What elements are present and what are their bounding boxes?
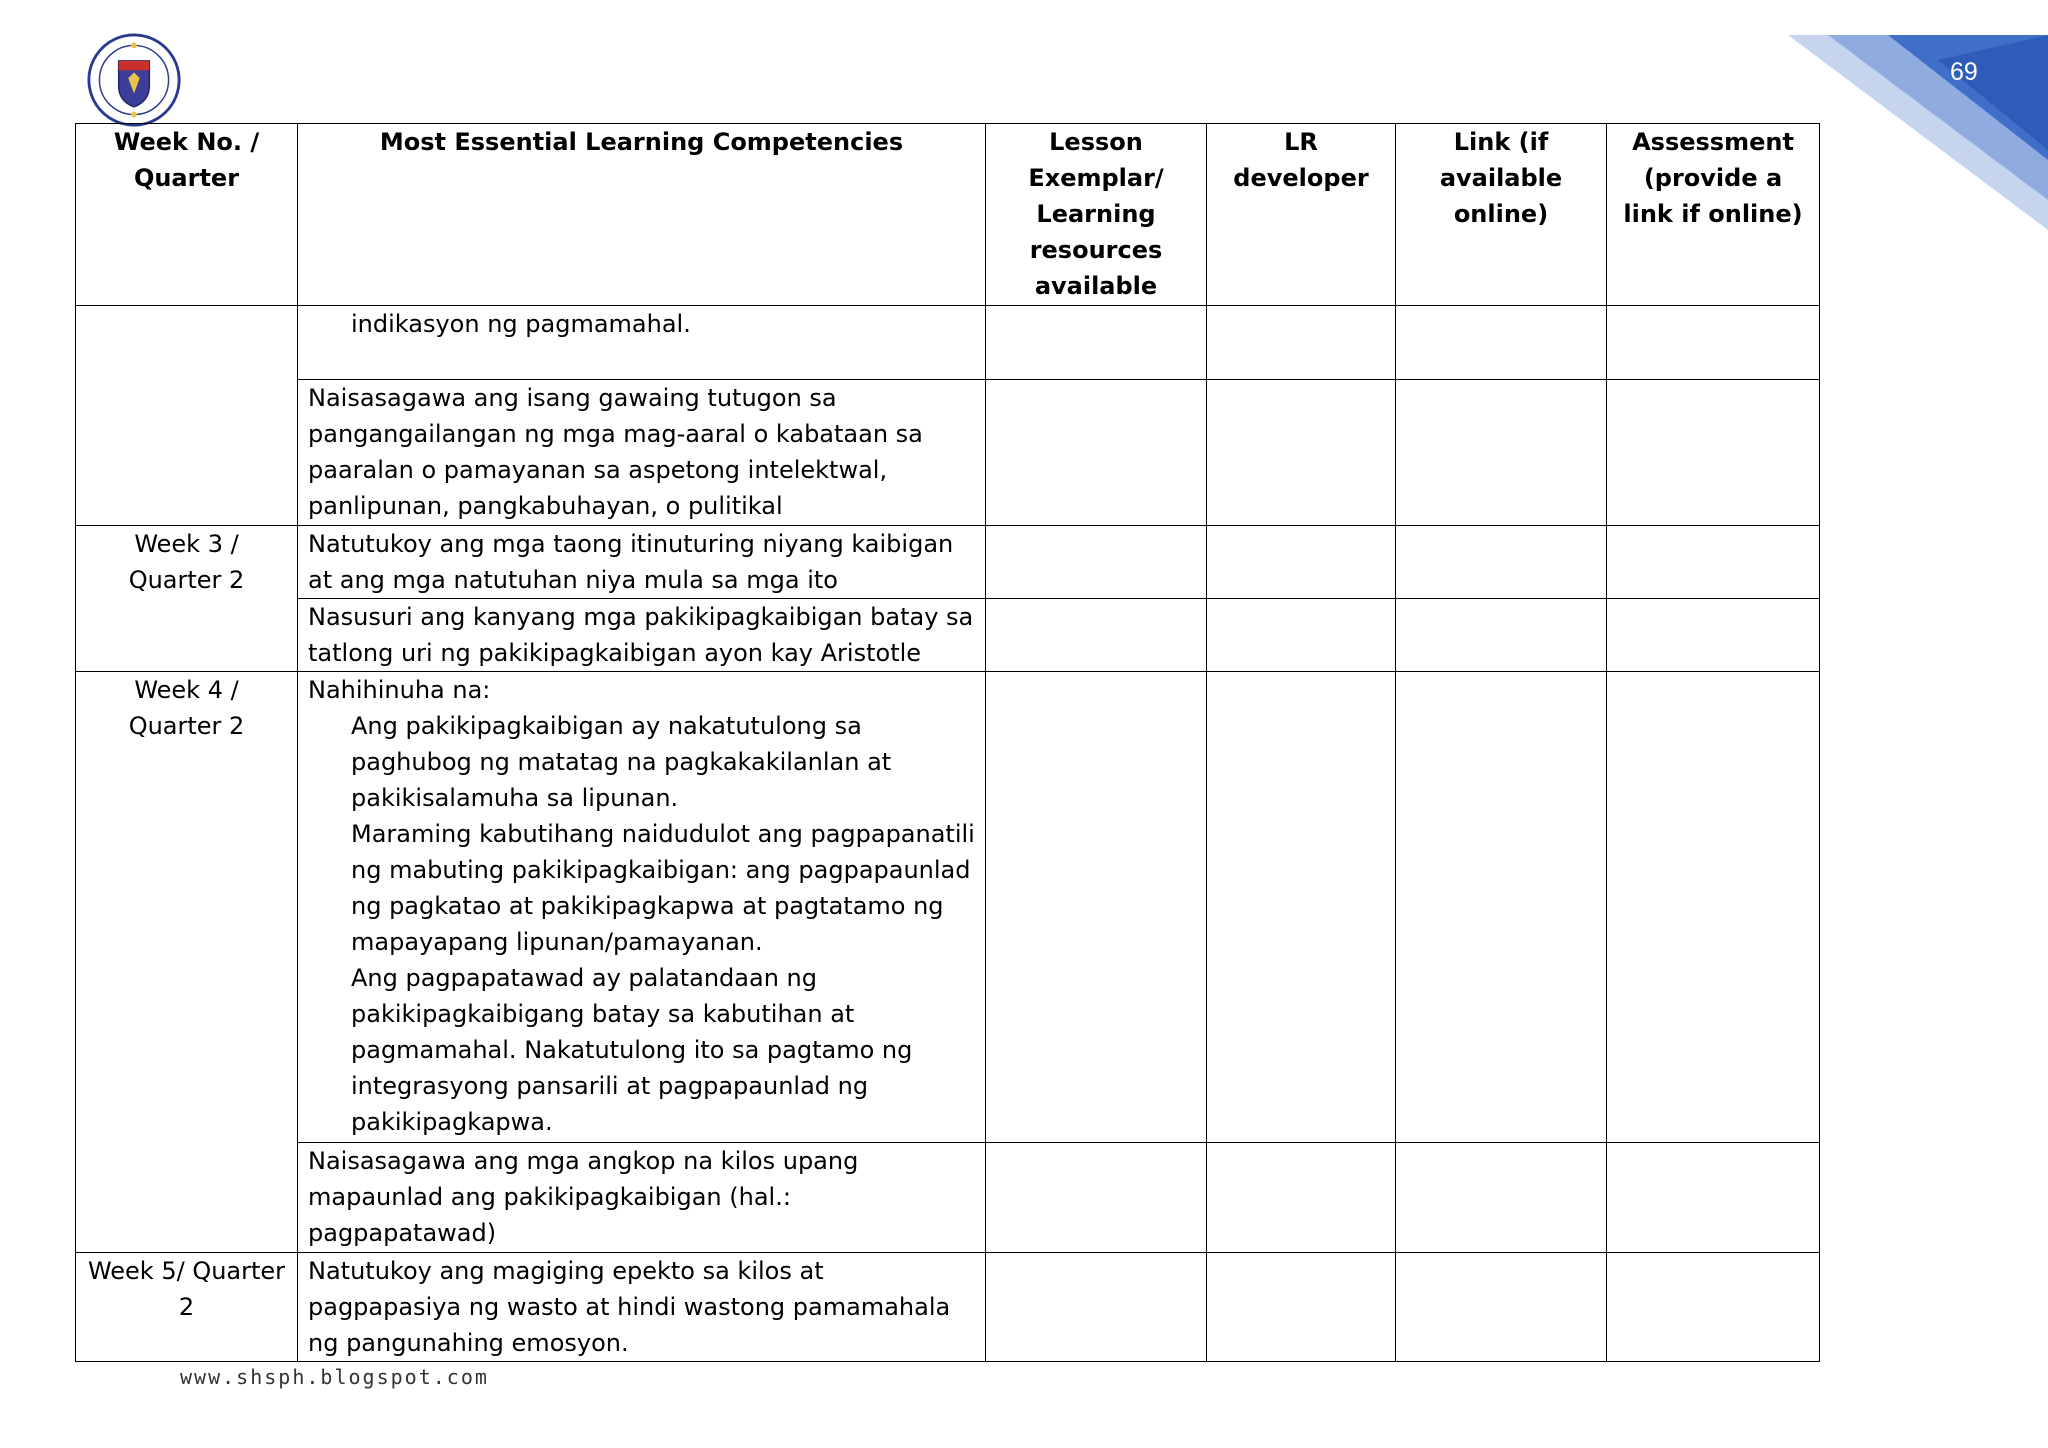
lr-cell (1207, 380, 1396, 526)
melc-cell: Nasusuri ang kanyang mga pakikipagkaibigan batay sa tatlong uri ng pakikipagkaibigan ayon kay Aristotle (298, 599, 986, 672)
lr-cell (1207, 526, 1396, 599)
column-header-lesson: Lesson Exemplar/ Learning resources available (986, 124, 1207, 306)
melc-point: Ang pagpapatawad ay palatandaan ng pakikipagkaibigang batay sa kabutihan at pagmamahal. Nakatutulong ito sa pagtamo ng integrasyong pansarili at pagpapaunlad ng pakikipagkapwa. (351, 964, 913, 1136)
link-cell (1396, 306, 1607, 380)
lesson-cell (986, 526, 1207, 599)
assessment-cell (1607, 599, 1820, 672)
link-cell (1396, 1253, 1607, 1362)
column-header-lr-developer: LR developer (1207, 124, 1396, 306)
assessment-cell (1607, 1143, 1820, 1253)
table-row (76, 1253, 1820, 1362)
melc-point: Ang pakikipagkaibigan ay nakatutulong sa paghubog ng matatag na pagkakakilanlan at pakikisalamuha sa lipunan. (351, 712, 892, 812)
melc-cell: Natutukoy ang magiging epekto sa kilos at pagpapasiya ng wasto at hindi wastong pamamahala ng pangunahing emosyon. (298, 1253, 986, 1362)
lr-cell (1207, 1253, 1396, 1362)
melc-point: Maraming kabutihang naidudulot ang pagpapanatili ng mabuting pakikipagkaibigan: ang pagpapaunlad ng pagkatao at pakikipagkapwa at pagtatamo ng mapayapang lipunan/pamayanan. (351, 820, 975, 956)
deped-seal-logo (86, 32, 182, 128)
table-row (76, 526, 1820, 599)
week-cell: Week 5/ Quarter 2 (76, 1253, 298, 1362)
lesson-cell (986, 306, 1207, 380)
table-row (76, 599, 1820, 672)
link-cell (1396, 380, 1607, 526)
lr-cell (1207, 599, 1396, 672)
column-header-week: Week No. / Quarter (76, 124, 298, 306)
table-row (76, 1143, 1820, 1253)
link-cell (1396, 599, 1607, 672)
table-row (76, 672, 1820, 1143)
melc-continuation: indikasyon ng pagmamahal. (351, 310, 691, 338)
column-header-melc: Most Essential Learning Competencies (298, 124, 986, 306)
lesson-cell (986, 1253, 1207, 1362)
lr-cell (1207, 1143, 1396, 1253)
assessment-cell (1607, 306, 1820, 380)
assessment-cell (1607, 526, 1820, 599)
melc-cell (298, 306, 986, 380)
assessment-cell (1607, 1253, 1820, 1362)
melc-cell: Natutukoy ang mga taong itinuturing niyang kaibigan at ang mga natutuhan niya mula sa mga ito (298, 526, 986, 599)
table-row (76, 380, 1820, 526)
melc-table (75, 123, 1820, 1362)
melc-cell (298, 672, 986, 1143)
assessment-cell (1607, 672, 1820, 1143)
lr-cell (1207, 672, 1396, 1143)
table-row (76, 306, 1820, 380)
column-header-assessment: Assessment (provide a link if online) (1607, 124, 1820, 306)
column-header-link: Link (if available online) (1396, 124, 1607, 306)
lesson-cell (986, 599, 1207, 672)
link-cell (1396, 526, 1607, 599)
link-cell (1396, 1143, 1607, 1253)
page-number: 69 (1950, 58, 1978, 86)
lesson-cell (986, 380, 1207, 526)
link-cell (1396, 672, 1607, 1143)
melc-cell: Naisasagawa ang isang gawaing tutugon sa pangangailangan ng mga mag-aaral o kabataan sa paaralan o pamayanan sa aspetong intelektwal, panlipunan, pangkabuhayan, o pulitikal (298, 380, 986, 526)
melc-intro: Nahihinuha na: (308, 676, 491, 704)
melc-cell: Naisasagawa ang mga angkop na kilos upang mapaunlad ang pakikipagkaibigan (hal.: pagpapatawad) (298, 1143, 986, 1253)
lesson-cell (986, 1143, 1207, 1253)
lesson-cell (986, 672, 1207, 1143)
footer-url[interactable]: www.shsph.blogspot.com (180, 1365, 489, 1389)
lr-cell (1207, 306, 1396, 380)
week-cell: Week 3 / Quarter 2 (76, 526, 298, 672)
week-cell (76, 306, 298, 526)
week-cell: Week 4 / Quarter 2 (76, 672, 298, 1253)
assessment-cell (1607, 380, 1820, 526)
